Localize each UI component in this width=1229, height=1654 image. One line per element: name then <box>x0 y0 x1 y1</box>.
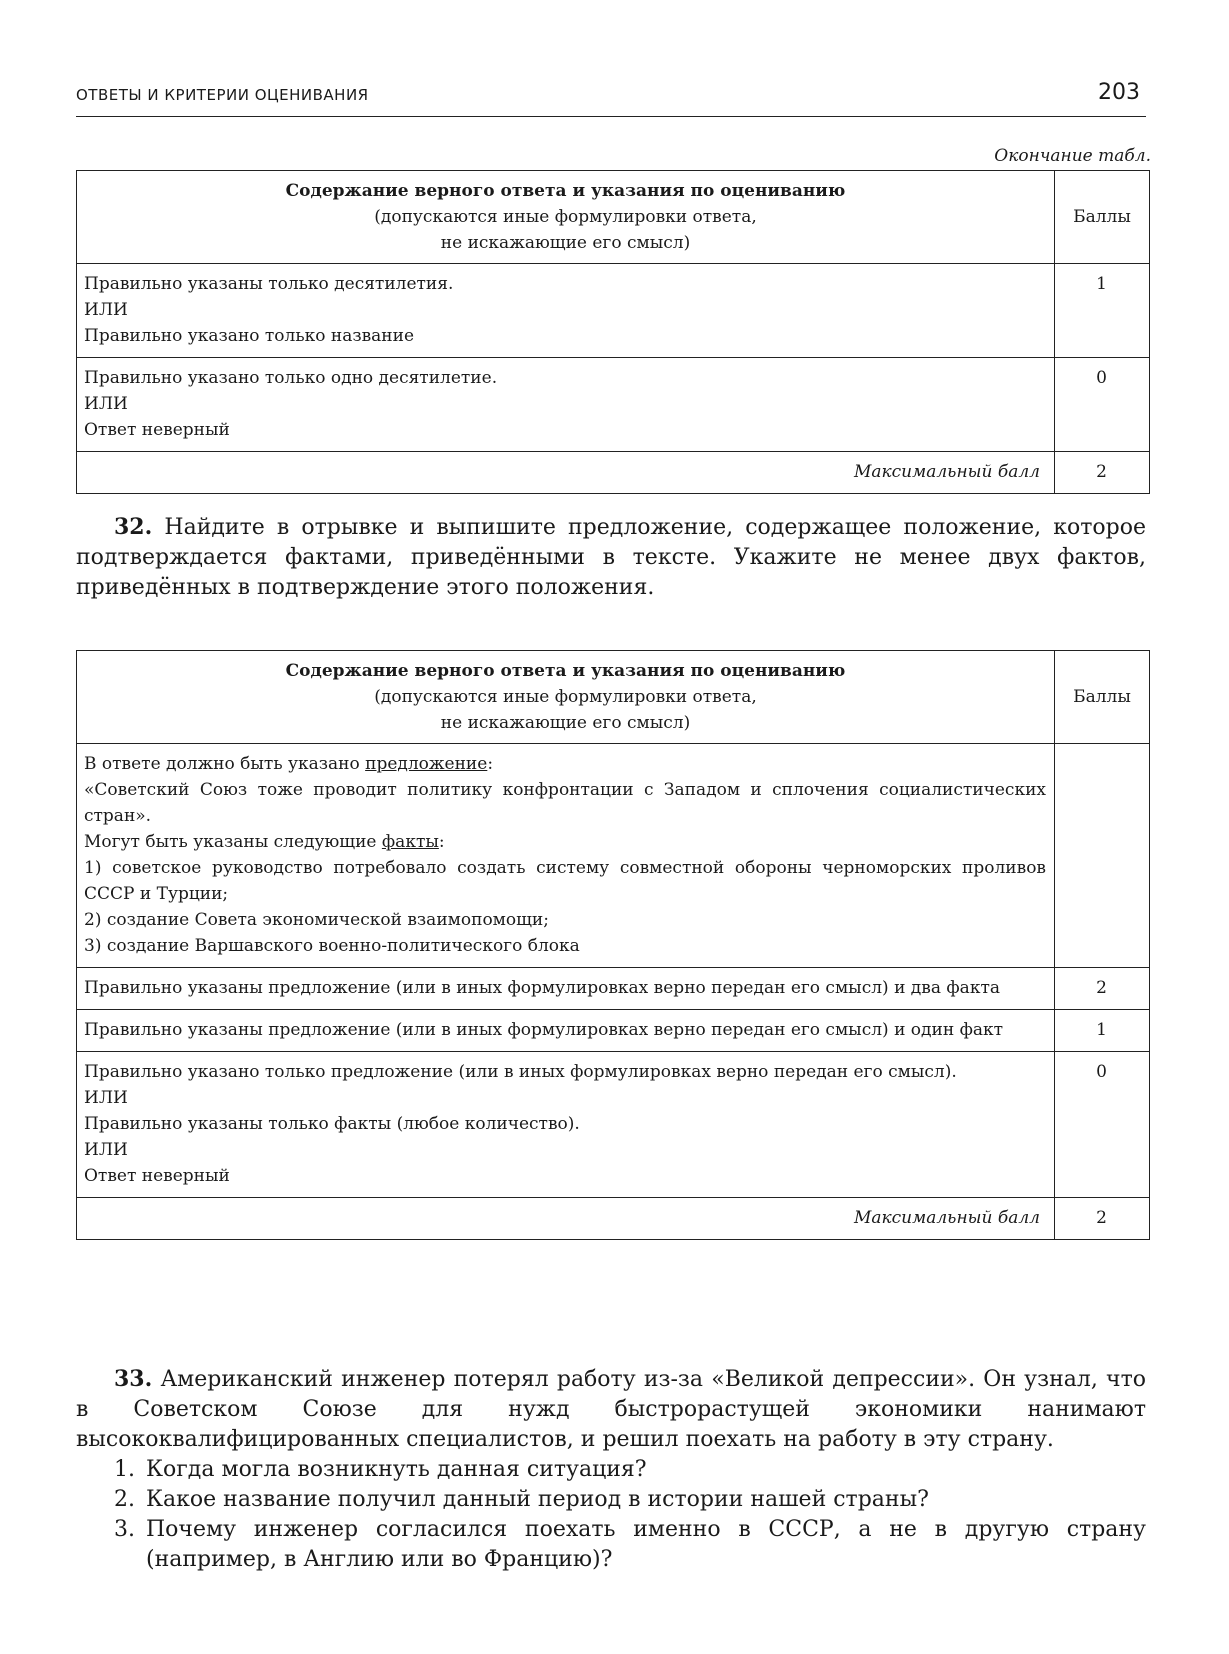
table-header-row <box>77 651 1150 744</box>
table-header-row <box>77 171 1150 264</box>
max-score-label: Максимальный балл <box>77 452 1055 494</box>
list-item: 1. Когда могла возникнуть данная ситуация? <box>114 1457 647 1482</box>
score-cell: 0 <box>1055 1052 1150 1198</box>
question-33 <box>76 1364 1146 1575</box>
criterion-cell: Правильно указаны предложение (или в иных формулировках верно передан его смысл) и один факт <box>77 1010 1055 1052</box>
score-cell: 2 <box>1055 968 1150 1010</box>
score-cell: 1 <box>1055 264 1150 358</box>
table-row <box>77 1052 1150 1198</box>
question-list <box>76 1455 1146 1575</box>
max-score-value: 2 <box>1055 452 1150 494</box>
table-row <box>77 968 1150 1010</box>
criterion-cell: Правильно указаны предложение (или в иных формулировках верно передан его смысл) и два факта <box>77 968 1055 1010</box>
answer-cell: В ответе должно быть указано предложение: «Советский Союз тоже проводит политику конфронтации с Западом и сплочения социалистических стран». Могут быть указаны следующие факты: 1) советское руководство потребовало создать систему совместной обороны черноморских проливов СССР и Турции; 2) создание Совета экономической взаимопомощи; 3) создание Варшавского военно-политического блока <box>77 744 1055 968</box>
score-cell: 1 <box>1055 1010 1150 1052</box>
running-title: ОТВЕТЫ И КРИТЕРИИ ОЦЕНИВАНИЯ <box>76 86 369 104</box>
answer-sentence: «Советский Союз тоже проводит политику конфронтации с Западом и сплочения социалистических стран». <box>84 780 1046 826</box>
answer-row <box>77 744 1150 968</box>
fact-item: 3) создание Варшавского военно-политического блока <box>84 936 580 956</box>
criteria-table-31 <box>76 170 1150 494</box>
score-cell: 0 <box>1055 358 1150 452</box>
table-continuation-caption: Окончание табл. <box>994 146 1151 166</box>
criterion-cell: Правильно указано только одно десятилетие. ИЛИ Ответ неверный <box>77 358 1055 452</box>
max-score-row <box>77 1198 1150 1240</box>
table-row <box>77 1010 1150 1052</box>
max-score-row <box>77 452 1150 494</box>
criterion-cell: Правильно указаны только десятилетия. ИЛИ Правильно указано только название <box>77 264 1055 358</box>
question-text: Найдите в отрывке и выпишите предложение, содержащее положение, которое подтверждается фактами, приведёнными в тексте. Укажите не менее двух фактов, приведённых в подтверждение этого положения. <box>76 515 1146 600</box>
question-32 <box>76 512 1146 603</box>
content-header: Содержание верного ответа и указания по оцениванию (допускаются иные формулировки ответа, не искажающие его смысл) <box>77 171 1055 264</box>
table-row <box>77 358 1150 452</box>
criteria-table-32 <box>76 650 1150 1240</box>
question-number: 32. <box>114 514 153 540</box>
score-header: Баллы <box>1055 651 1150 744</box>
question-text: Американский инженер потерял работу из-за «Великой депрессии». Он узнал, что в Советском Союзе для нужд быстрорастущей экономики нанимают высококвалифицированных специалистов, и решил поехать на работу в эту страну. <box>76 1367 1146 1452</box>
max-score-label: Максимальный балл <box>77 1198 1055 1240</box>
list-item: 3. Почему инженер согласился поехать именно в СССР, а не в другую страну (например, в Англию или во Францию)? <box>114 1517 1146 1572</box>
table-row <box>77 264 1150 358</box>
criterion-cell: Правильно указано только предложение (или в иных формулировках верно передан его смысл). ИЛИ Правильно указаны только факты (любое количество). ИЛИ Ответ неверный <box>77 1052 1055 1198</box>
list-item: 2. Какое название получил данный период в истории нашей страны? <box>114 1487 929 1512</box>
page-header <box>76 80 1146 117</box>
content-header: Содержание верного ответа и указания по оцениванию (допускаются иные формулировки ответа, не искажающие его смысл) <box>77 651 1055 744</box>
underlined-term: предложение <box>365 754 488 774</box>
page-number: 203 <box>1098 80 1140 105</box>
max-score-value: 2 <box>1055 1198 1150 1240</box>
underlined-term: факты <box>381 832 439 852</box>
fact-item: 1) советское руководство потребовало создать систему совместной обороны черноморских проливов СССР и Турции; <box>84 858 1046 904</box>
fact-item: 2) создание Совета экономической взаимопомощи; <box>84 910 549 930</box>
score-cell <box>1055 744 1150 968</box>
question-number: 33. <box>114 1366 153 1392</box>
score-header: Баллы <box>1055 171 1150 264</box>
